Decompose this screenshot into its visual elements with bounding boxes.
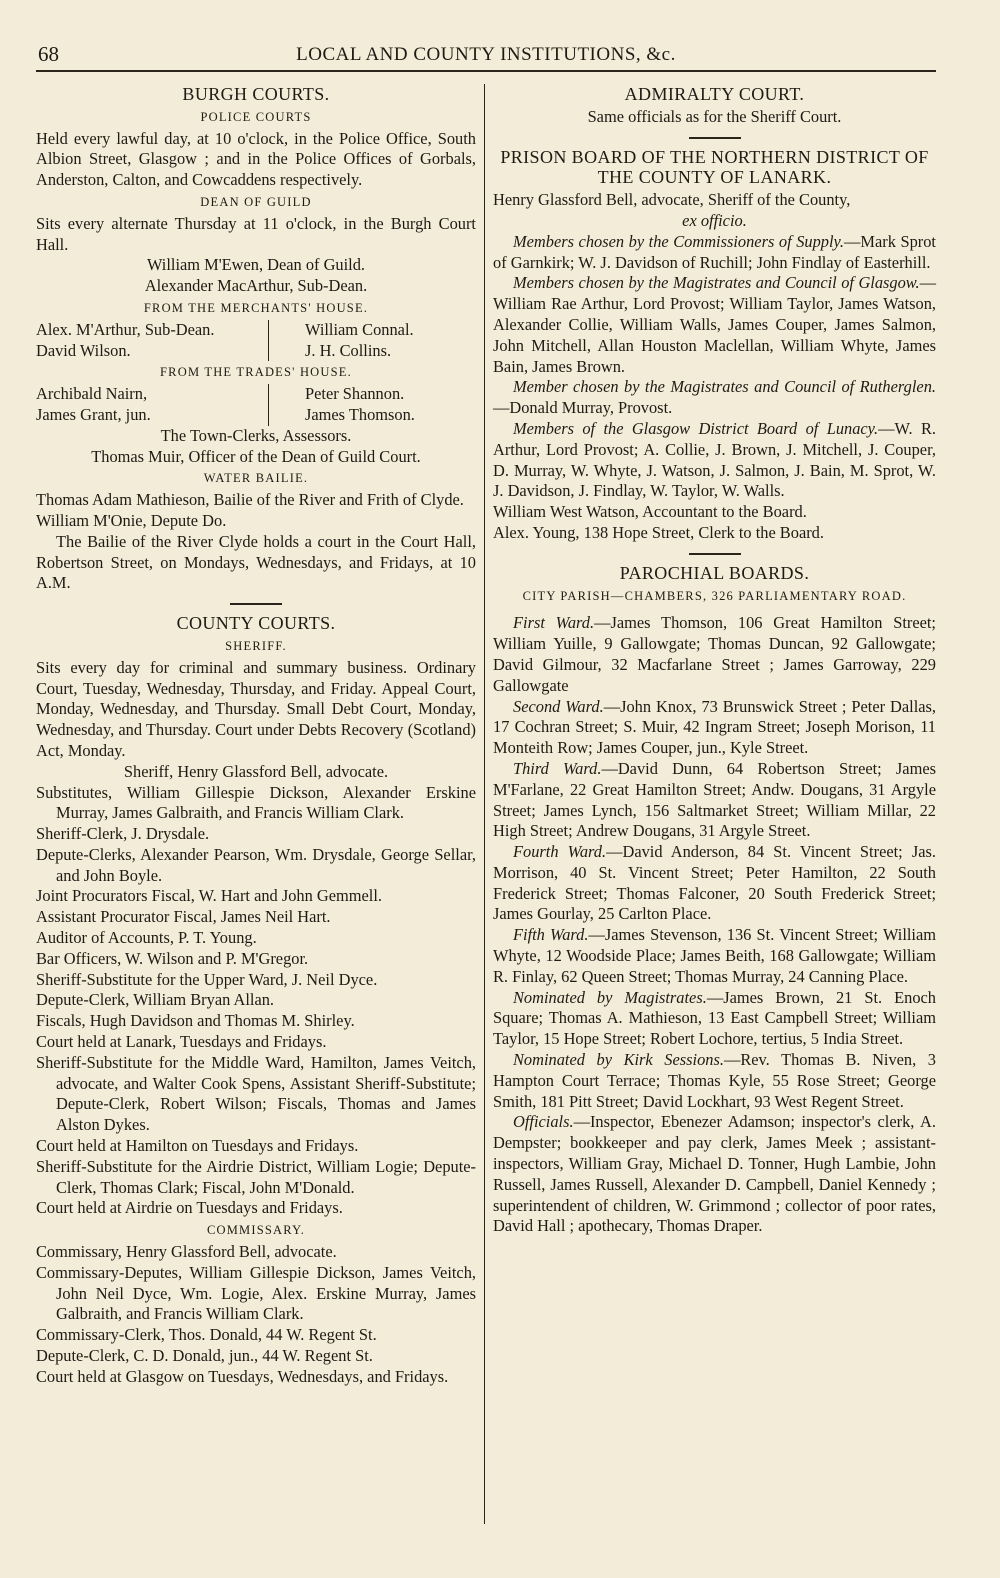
ward-text: —James Stevenson, 136 St. Vincent Street; William Whyte, 12 Woodside Place; James Beith, 168 Gallowgate; William R. Finlay, 62 Queen Street; Thomas Murray, 24 Canning Place. bbox=[493, 925, 936, 986]
ward-text: —Rev. Thomas B. Niven, 3 Hampton Court Terrace; Thomas Kyle, 55 Rose Street; George Smith, 181 Pitt Street; David Lockhart, 93 West Regent Street. bbox=[493, 1050, 937, 1111]
county-entry: Court held at Lanark, Tuesdays and Fridays. bbox=[36, 1032, 327, 1052]
ward-text: —James Brown, 21 St. Enoch Square; Thomas A. Mathieson, 13 East Campbell Street; William Taylor, 15 Hope Street; Robert Lochore, tertius, 5 India Street. bbox=[493, 987, 936, 1049]
left-column bbox=[36, 82, 476, 1388]
prison-board-entry bbox=[493, 419, 936, 502]
entry-text: —Donald Murray, Provost. bbox=[493, 398, 673, 418]
prison-board-entry bbox=[493, 232, 936, 274]
prison-board-entry bbox=[493, 377, 936, 419]
ward-entry bbox=[493, 697, 936, 759]
entry-text: —W. R. Arthur, Lord Provost; A. Collie, J. Brown, J. Mitchell, J. Couper, D. Murray, W. Whyte, J. Watson, J. Salmon, J. Bain, M. Sprot, W. J. Davidson, J. Findlay, W. Taylor, W. Walls. bbox=[493, 418, 936, 501]
burgh-courts-title: BURGH COURTS. bbox=[182, 84, 330, 104]
county-entry: Auditor of Accounts, P. T. Young. bbox=[36, 928, 257, 948]
ward-lead: Second Ward. bbox=[513, 696, 604, 716]
ward-lead: Fifth Ward. bbox=[513, 925, 589, 945]
commissary-entries bbox=[36, 1242, 476, 1388]
ward-lead: Fourth Ward. bbox=[513, 842, 607, 862]
ward-text: —David Anderson, 84 St. Vincent Street; Jas. Morrison, 40 St. Vincent Street; Peter Hamilton, 22 South Frederick Street; Thomas Falconer, 20 South Frederick Street; James Gourlay, 25 Carlton Place. bbox=[493, 842, 936, 924]
county-entry: Sheriff-Clerk, J. Drysdale. bbox=[36, 824, 210, 844]
county-entry: Substitutes, William Gillespie Dickson, Alexander Erskine Murray, James Galbraith, and Francis William Clark. bbox=[36, 782, 476, 823]
sub-dean-name: Alexander MacArthur, Sub-Dean. bbox=[144, 276, 368, 296]
ward-text: —Inspector, Ebenezer Adamson; inspector's clerk, A. Dempster; bookkeeper and pay clerk, James Meek ; assistant-inspectors, William Gray, Michael D. Tonner, Hugh Lambie, John Russell, James Russell, Alexander D. Campbell, Daniel Kennedy ; superintendent of children, W. Grimmond ; collector of poor rates, David Hall ; apothecary, Thomas Draper. bbox=[493, 1112, 936, 1236]
county-entry: Court held at Hamilton on Tuesdays and Fridays. bbox=[36, 1136, 359, 1156]
depute-line: William M'Onie, Depute Do. bbox=[36, 510, 227, 530]
ward-text: —John Knox, 73 Brunswick Street ; Peter Dallas, 17 Cochran Street; S. Muir, 42 Ingram Street; Joseph Morison, 11 Monteith Row; James Couper, jun., Kyle Street. bbox=[493, 696, 936, 758]
column-divider bbox=[484, 84, 485, 1524]
entry-text: —William Rae Arthur, Lord Provost; William Taylor, James Watson, Alexander Collie, William Walls, James Couper, James Salmon, John Mitchell, Allan Houston Maclellan, William Whyte, James Bain, James Brown. bbox=[493, 273, 936, 376]
member-name: Peter Shannon. bbox=[305, 384, 405, 404]
dean-of-guild-heading: DEAN OF GUILD bbox=[200, 194, 312, 209]
ward-entry bbox=[493, 1112, 936, 1237]
prison-board-entry bbox=[493, 273, 936, 377]
ward-entry bbox=[493, 988, 936, 1050]
ward-entry bbox=[493, 925, 936, 987]
county-courts-title: COUNTY COURTS. bbox=[176, 613, 336, 634]
right-column bbox=[493, 82, 936, 1237]
county-entry: Fiscals, Hugh Davidson and Thomas M. Shirley. bbox=[36, 1011, 355, 1031]
merchants-house-heading: FROM THE MERCHANTS' HOUSE. bbox=[143, 300, 369, 315]
ex-officio: ex officio. bbox=[682, 210, 747, 230]
county-entry: Sheriff-Substitute for the Airdrie District, William Logie; Depute-Clerk, Thomas Clark; Fiscal, John M'Donald. bbox=[36, 1156, 476, 1197]
member-name: David Wilson. bbox=[36, 340, 131, 360]
member-name: William Connal. bbox=[305, 319, 414, 339]
dean-of-guild-name: William M'Ewen, Dean of Guild. bbox=[146, 255, 366, 275]
police-courts-text: Held every lawful day, at 10 o'clock, in the Police Office, South Albion Street, Glasgow ; and in the Police Offices of Gorbals, Anderston, Calton, and Cowcaddens respectively. bbox=[36, 128, 476, 190]
ward-lead: Nominated by Kirk Sessions. bbox=[513, 1050, 724, 1070]
trades-house-members bbox=[36, 384, 476, 426]
bailie-court-text: The Bailie of the River Clyde holds a court in the Court Hall, Robertson Street, on Mondays, Wednesdays, and Fridays, at 10 A.M. bbox=[36, 531, 476, 593]
county-entries bbox=[36, 783, 476, 1220]
member-name: Archibald Nairn, bbox=[36, 384, 148, 404]
county-entry: Depute-Clerks, Alexander Pearson, Wm. Drysdale, George Sellar, and John Boyle. bbox=[36, 844, 476, 885]
entry-text: —Mark Sprot of Garnkirk; W. J. Davidson of Ruchill; John Findlay of Easterhill. bbox=[493, 231, 936, 272]
assessors-line: The Town-Clerks, Assessors. bbox=[160, 425, 352, 445]
member-name: James Grant, jun. bbox=[36, 404, 151, 424]
entry-lead: Member chosen by the Magistrates and Council of Rutherglen. bbox=[513, 377, 936, 397]
ward-entry bbox=[493, 842, 936, 925]
county-entry: Sheriff-Substitute for the Upper Ward, J. Neil Dyce. bbox=[36, 969, 378, 989]
page-number: 68 bbox=[38, 42, 59, 66]
section-rule bbox=[689, 553, 741, 555]
county-entry: Joint Procurators Fiscal, W. Hart and John Gemmell. bbox=[36, 886, 382, 906]
parochial-boards-title: PAROCHIAL BOARDS. bbox=[619, 562, 810, 583]
sheriff-name: Sheriff, Henry Glassford Bell, advocate. bbox=[123, 761, 389, 781]
commissary-entry: Commissary-Clerk, Thos. Donald, 44 W. Regent St. bbox=[36, 1325, 377, 1345]
clerk-line: Alex. Young, 138 Hope Street, Clerk to the Board. bbox=[493, 522, 824, 542]
commissary-entry: Court held at Glasgow on Tuesdays, Wednesdays, and Fridays. bbox=[36, 1366, 449, 1386]
sheriff-text: Sits every day for criminal and summary business. Ordinary Court, Tuesday, Wednesday, Thursday, and Friday. Appeal Court, Monday, Wednesday, and Thursday. Small Debt Court, Monday, Wednesday, and Thursday. Court under Debts Recovery (Scotland) Act, Monday. bbox=[36, 657, 476, 760]
section-rule bbox=[230, 603, 282, 605]
admiralty-court-title: ADMIRALTY COURT. bbox=[624, 84, 805, 104]
commissary-entry: Commissary-Deputes, William Gillespie Dickson, James Veitch, John Neil Dyce, Wm. Logie, Alex. Erskine Murray, James Galbraith, and Francis William Clark. bbox=[36, 1262, 476, 1324]
running-head: LOCAL AND COUNTY INSTITUTIONS, &c. bbox=[296, 44, 676, 65]
ward-text: —James Thomson, 106 Great Hamilton Street; William Yuille, 9 Gallowgate; Thomas Duncan, 92 Gallowgate; David Gilmour, 32 Macfarlane Street ; James Garroway, 229 Gallowgate bbox=[493, 613, 936, 695]
ward-lead: Third Ward. bbox=[513, 758, 602, 778]
city-parish-heading: CITY PARISH—CHAMBERS, 326 PARLIAMENTARY ROAD. bbox=[522, 588, 907, 603]
ward-text: —David Dunn, 64 Robertson Street; James M'Farlane, 22 Great Hamilton Street; Andw. Dougans, 31 Argyle Street; James Lynch, 156 Saltmarket Street; William Millar, 22 High Street; Andrew Dougans, 31 Argyle Street. bbox=[493, 758, 936, 841]
county-entry: Bar Officers, W. Wilson and P. M'Gregor. bbox=[36, 948, 309, 968]
section-rule bbox=[689, 137, 741, 139]
dean-of-guild-text: Sits every alternate Thursday at 11 o'clock, in the Burgh Court Hall. bbox=[36, 213, 476, 254]
police-courts-heading: POLICE COURTS bbox=[200, 109, 312, 124]
trades-house-heading: FROM THE TRADES' HOUSE. bbox=[160, 365, 352, 380]
member-name: J. H. Collins. bbox=[305, 340, 392, 360]
county-entry: Assistant Procurator Fiscal, James Neil Hart. bbox=[36, 907, 331, 927]
prison-board-intro bbox=[493, 190, 936, 211]
prison-board-title: PRISON BOARD OF THE NORTHERN DISTRICT OF THE COUNTY OF LANARK. bbox=[500, 146, 929, 188]
county-entry: Court held at Airdrie on Tuesdays and Fridays. bbox=[36, 1198, 343, 1218]
ward-lead: First Ward. bbox=[513, 613, 595, 633]
water-bailie-text: Thomas Adam Mathieson, Bailie of the River and Frith of Clyde. bbox=[36, 490, 464, 510]
entry-lead: Members chosen by the Magistrates and Council of Glasgow. bbox=[513, 273, 920, 293]
ward-lead: Officials. bbox=[513, 1112, 574, 1132]
ward-entry bbox=[493, 759, 936, 842]
commissary-entry: Depute-Clerk, C. D. Donald, jun., 44 W. Regent St. bbox=[36, 1346, 373, 1366]
member-name: Alex. M'Arthur, Sub-Dean. bbox=[36, 319, 215, 339]
accountant-line: William West Watson, Accountant to the Board. bbox=[493, 502, 807, 522]
admiralty-court-text: Same officials as for the Sheriff Court. bbox=[587, 106, 842, 126]
entry-lead: Members of the Glasgow District Board of Lunacy. bbox=[513, 418, 879, 438]
commissary-heading: COMMISSARY. bbox=[206, 1223, 306, 1238]
commissary-entry: Commissary, Henry Glassford Bell, advocate. bbox=[36, 1242, 337, 1262]
page-header bbox=[36, 40, 936, 72]
officer-line: Thomas Muir, Officer of the Dean of Guild Court. bbox=[91, 446, 421, 466]
sheriff-heading: SHERIFF. bbox=[225, 638, 287, 653]
entry-lead: Members chosen by the Commissioners of Supply. bbox=[513, 231, 845, 251]
ward-lead: Nominated by Magistrates. bbox=[513, 987, 707, 1007]
ward-entry bbox=[493, 1050, 936, 1112]
ward-entry bbox=[493, 613, 936, 696]
county-entry: Depute-Clerk, William Bryan Allan. bbox=[36, 990, 275, 1010]
member-name: James Thomson. bbox=[305, 404, 415, 424]
water-bailie-heading: WATER BAILIE. bbox=[203, 471, 309, 486]
prison-board-intro-text: Henry Glassford Bell, advocate, Sheriff of the County, bbox=[493, 190, 851, 210]
county-entry: Sheriff-Substitute for the Middle Ward, Hamilton, James Veitch, advocate, and Walter Cook Spens, Assistant Sheriff-Substitute; Depute-Clerk, Robert Wilson; Fiscals, Thomas and James Alston Dykes. bbox=[36, 1052, 476, 1135]
merchants-house-members bbox=[36, 320, 476, 362]
